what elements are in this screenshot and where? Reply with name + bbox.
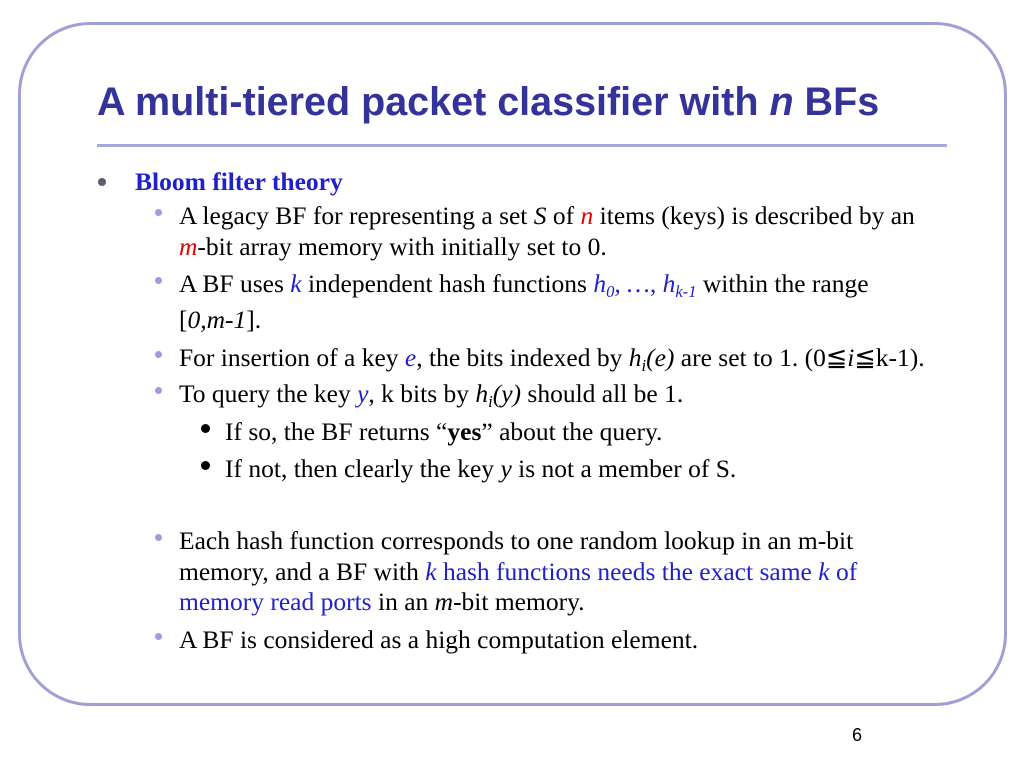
text-run: ≦k-1).: [854, 343, 925, 372]
text-run: h: [475, 379, 489, 408]
bullet-icon: [155, 351, 162, 358]
heading-text: Bloom filter theory: [135, 167, 343, 196]
text-run: m: [434, 587, 454, 616]
text-run: If so, the BF returns “: [225, 417, 448, 446]
bullet-icon: [155, 277, 162, 284]
title-text: BFs: [793, 80, 880, 124]
text-run: of: [546, 201, 581, 230]
subscript: i: [488, 391, 493, 411]
text-run: are set to 1. (0≦: [674, 343, 848, 372]
text-run: (e): [646, 343, 675, 372]
text-run: k: [425, 556, 437, 586]
text-run: is not a member of S.: [511, 454, 737, 483]
text-run: -bit memory.: [453, 587, 585, 616]
bullet-item: [179, 266, 869, 338]
bullet-icon: [98, 178, 106, 186]
text-run: ” about the query.: [481, 417, 663, 446]
text-run: A BF uses: [179, 269, 291, 298]
bullet-icon: [155, 534, 162, 541]
page-number: 6: [852, 725, 863, 745]
text-run: independent hash functions: [301, 269, 594, 298]
text-run: in an: [371, 587, 435, 616]
bullet-item: [179, 378, 683, 409]
text-run: should all be 1.: [521, 379, 684, 408]
sub-bullet-item: [225, 453, 736, 484]
text-run: memory read ports: [179, 587, 372, 616]
title-divider: [97, 144, 947, 147]
text-run: yes: [447, 417, 482, 446]
text-run: e: [404, 343, 417, 372]
title-variable: n: [769, 80, 794, 124]
subscript: 0: [606, 281, 615, 301]
text-run: y: [500, 454, 512, 483]
bullet-icon: [155, 209, 162, 216]
bullet-icon: [155, 387, 162, 394]
text-run: For insertion of a key: [179, 343, 405, 372]
text-run: A legacy BF for representing a set: [179, 201, 534, 230]
text-run: [: [179, 305, 188, 334]
bullet-icon: [201, 424, 210, 433]
bullet-icon: [155, 633, 162, 640]
text-run: k: [290, 269, 302, 298]
text-run: (y): [492, 379, 522, 408]
text-run: k: [818, 556, 830, 586]
sub-bullet-item: [225, 416, 662, 447]
text-run: ].: [246, 305, 262, 334]
text-run: hash functions needs the exact same: [436, 556, 819, 586]
text-run: To query the key: [179, 379, 358, 408]
text-run: h: [662, 269, 676, 298]
subscript: i: [641, 355, 647, 375]
slide-title: [97, 80, 880, 124]
text-run: , …,: [614, 269, 663, 298]
text-run: , k bits by: [368, 379, 476, 408]
text-run: m: [179, 232, 198, 261]
bullet-item: [179, 624, 698, 655]
text-run: A BF is considered as a high computation element.: [179, 625, 699, 654]
text-run: h: [628, 343, 642, 372]
bullet-item: [179, 200, 915, 262]
text-run: of: [829, 556, 858, 586]
text-run: memory, and a BF with: [179, 556, 426, 586]
subscript: k-1: [675, 281, 697, 301]
text-run: , the bits indexed by: [416, 343, 629, 372]
text-run: y: [357, 379, 369, 408]
text-run: Each hash function corresponds to one random lookup in an m-bit: [179, 526, 854, 555]
text-run: -bit array memory with initially set to 0.: [197, 232, 607, 261]
bullet-icon: [201, 461, 210, 470]
text-run: h: [593, 269, 607, 298]
bullet-item: [179, 526, 857, 618]
title-text: A multi-tiered packet classifier with: [97, 80, 770, 124]
text-run: within the range: [696, 269, 869, 298]
text-run: items (keys) is described by an: [593, 201, 915, 230]
text-run: 0,m-1: [187, 305, 247, 334]
text-run: i: [847, 343, 855, 372]
text-run: n: [580, 201, 594, 230]
bullet-heading: [135, 166, 343, 197]
text-run: S: [533, 201, 547, 230]
bullet-item: [179, 342, 925, 373]
text-run: If not, then clearly the key: [225, 454, 501, 483]
